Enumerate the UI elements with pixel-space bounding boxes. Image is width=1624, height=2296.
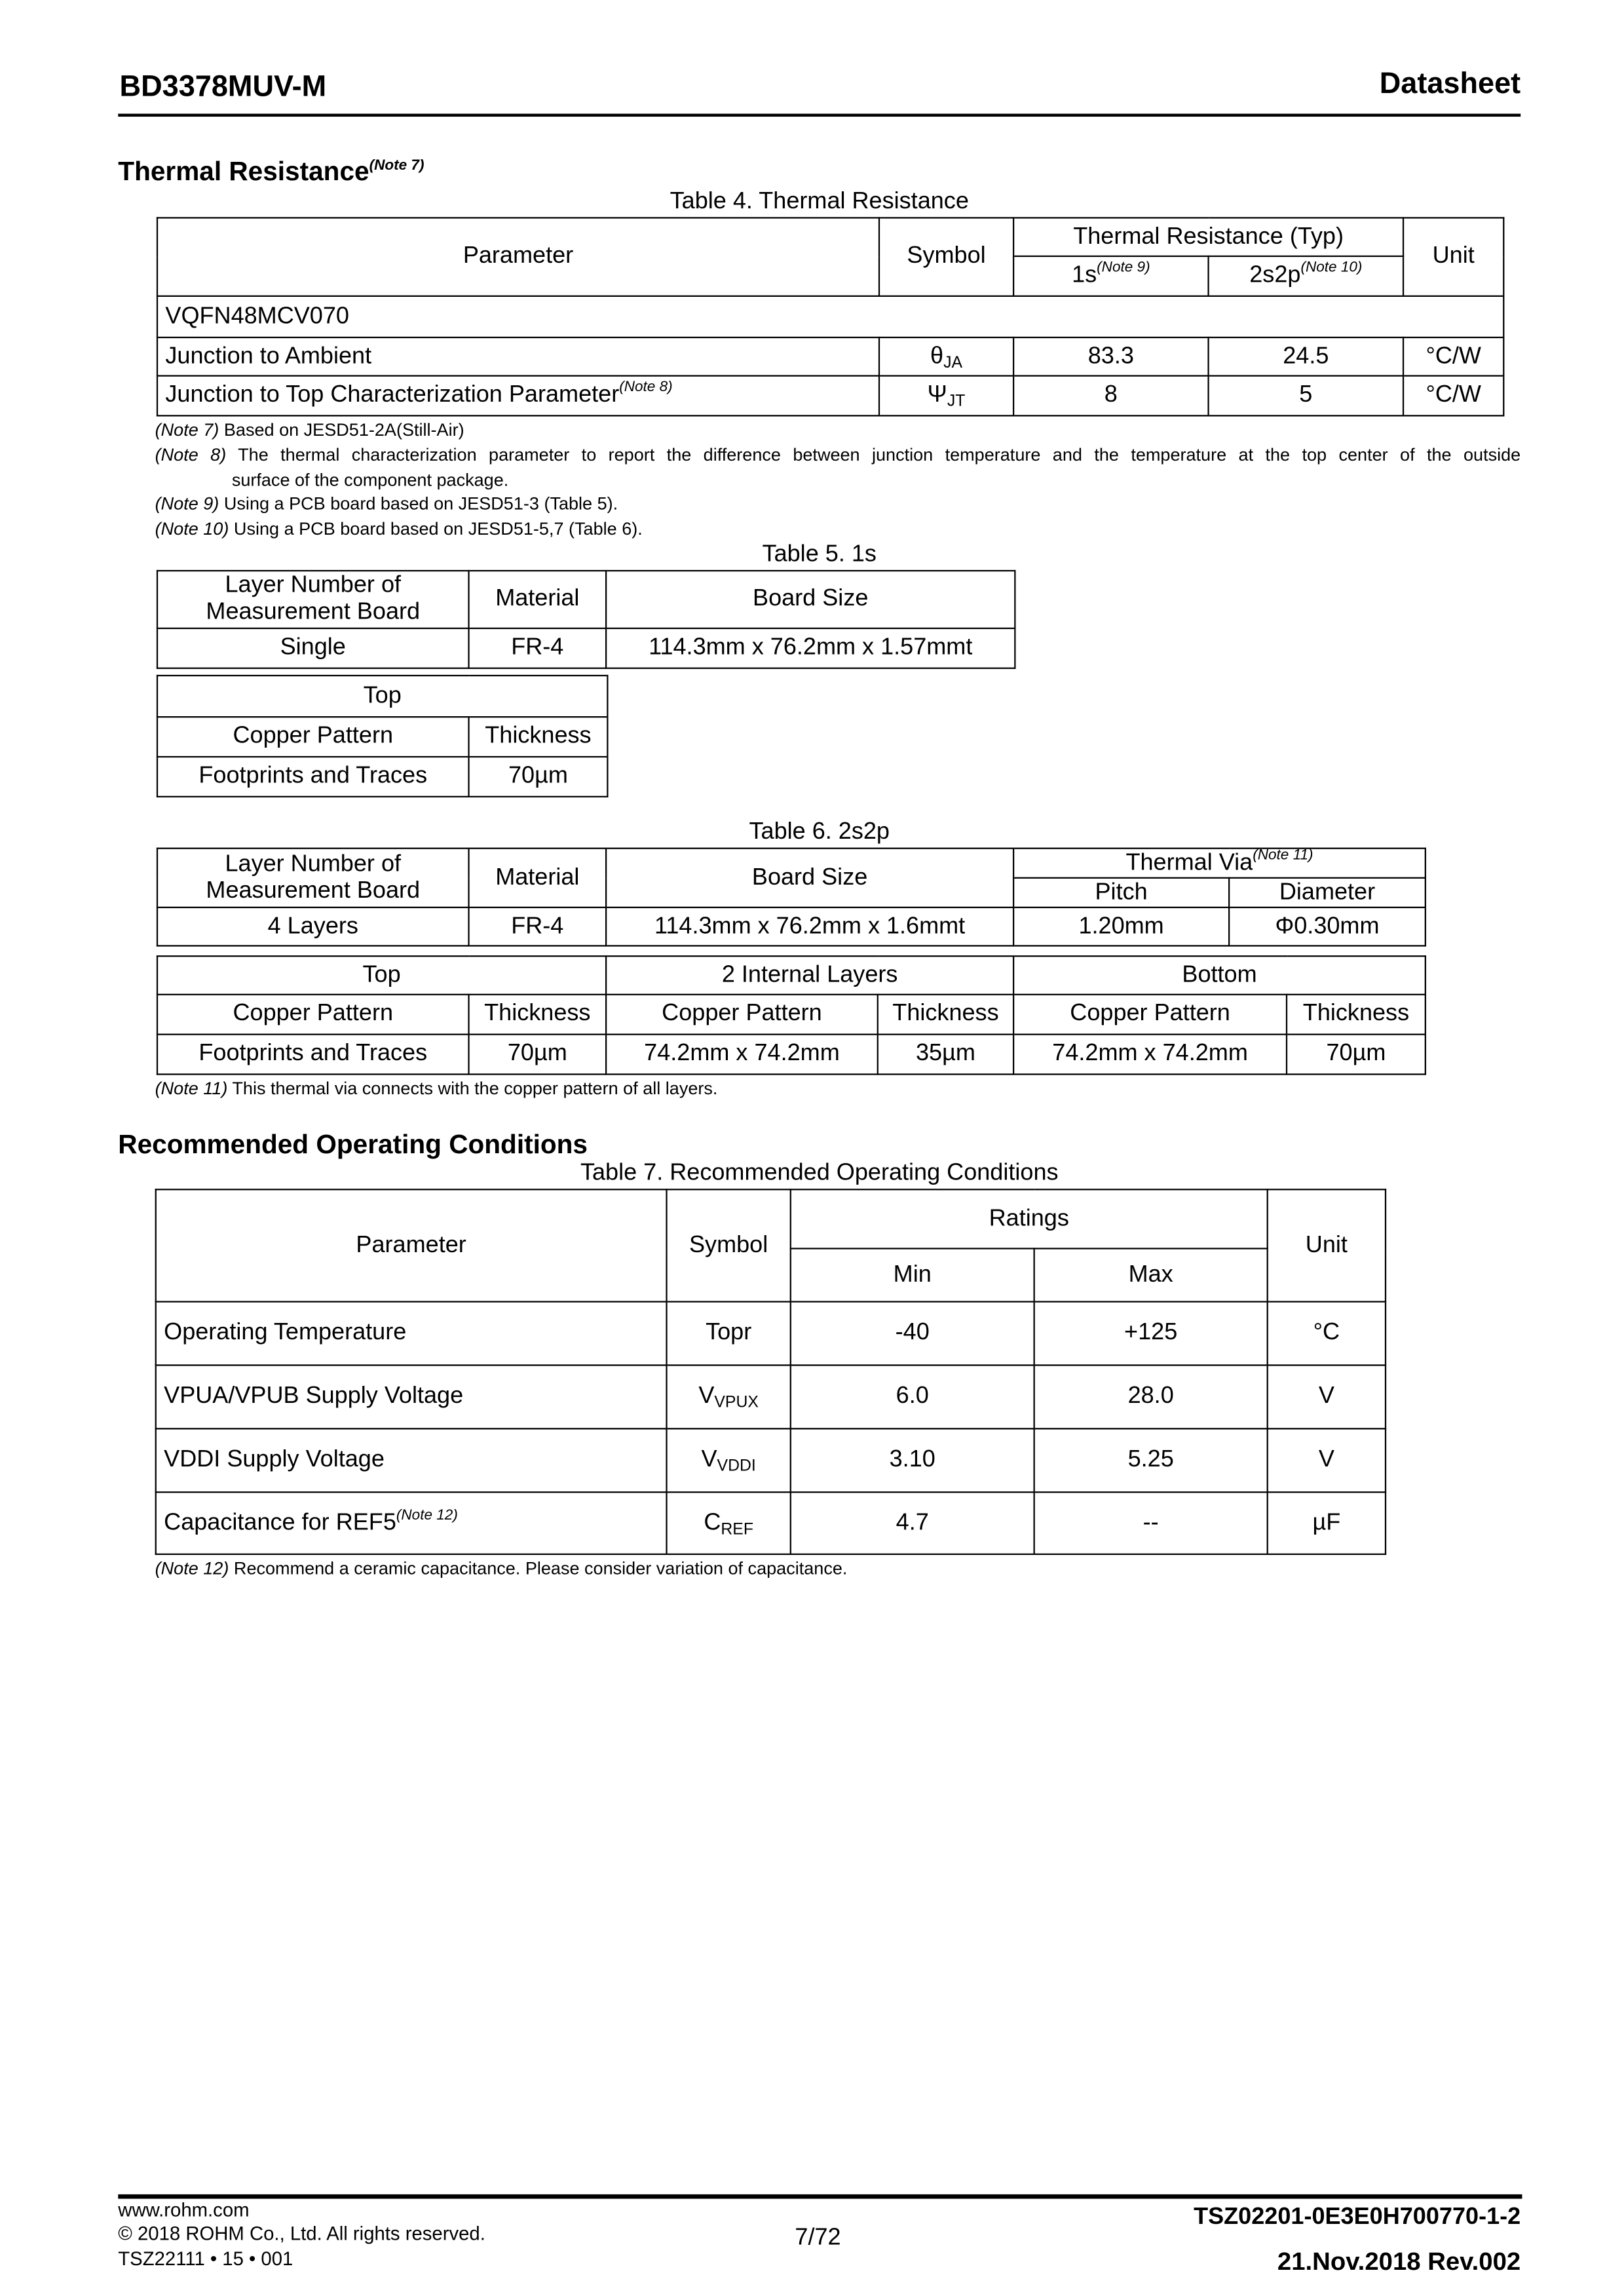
- note-11: (Note 11) This thermal via connects with the copper pattern of all layers.: [155, 1078, 718, 1099]
- note-8: (Note 8) The thermal characterization parameter to report the difference between junction temperature and the temperature at the top center of the outside: [155, 444, 1521, 465]
- note-8-cont: surface of the component package.: [231, 469, 509, 491]
- note-12: (Note 12) Recommend a ceramic capacitance. Please consider variation of capacitance.: [155, 1558, 848, 1579]
- footer-url[interactable]: www.rohm.com: [118, 2198, 250, 2221]
- roc-table: Parameter Symbol Ratings Unit Min Max Operating Temperature Topr -40 +125 °C VPUA/VPUB Supply Voltage $V_{VPUX}$ 6.0 28.0 V VDDI Supply Voltage $V_{VDDI}$ 3.10 5.25 V Capacitance for $REF5^{(Note 12)}$ $C_{REF}$ 4.7 -- µF: [155, 1189, 1387, 1555]
- table-row: Junction to Top Characterization Parameter$^{(Note 8)}$ $\Psi_{JT}$ 8 5 °C/W: [157, 376, 1503, 416]
- header-rule: [118, 114, 1520, 117]
- th-2s2p: $2s2p^{(Note 10)}$: [1209, 256, 1404, 296]
- table5-caption: Table 5. 1s: [762, 542, 877, 567]
- table-row: Capacitance for $REF5^{(Note 12)}$ $C_{REF}$ 4.7 -- µF: [156, 1492, 1386, 1554]
- table5-board: Layer Number of Measurement Board Material Board Size Single FR-4 114.3mm x 76.2mm x 1.57mmt: [157, 570, 1016, 669]
- table6-caption: Table 6. 2s2p: [749, 819, 890, 845]
- th-thermal-resistance: Thermal Resistance (Typ): [1013, 218, 1403, 256]
- th-parameter: Parameter: [157, 218, 879, 296]
- doc-number: TSZ02201-0E3E0H700770-1-2: [1194, 2204, 1521, 2230]
- page-number: 7/72: [795, 2225, 841, 2251]
- th-unit: Unit: [1403, 218, 1503, 296]
- note-9: (Note 9) Using a PCB board based on JESD51-3 (Table 5).: [155, 493, 618, 514]
- table7-caption: Table 7. Recommended Operating Conditions: [580, 1160, 1059, 1186]
- note-7: (Note 7) Based on JESD51-2A(Still-Air): [155, 419, 464, 440]
- th-symbol: Symbol: [879, 218, 1013, 296]
- doc-type: Datasheet: [1379, 67, 1521, 101]
- table-row: VPUA/VPUB Supply Voltage $V_{VPUX}$ 6.0 28.0 V: [156, 1365, 1386, 1428]
- table6-board: Layer Number of Measurement Board Material Board Size Thermal Via$^{(Note 11)}$ Pitch Diameter 4 Layers FR-4 114.3mm x 76.2mm x 1.6mmt 1.20mm Φ0.30mm: [157, 848, 1426, 947]
- note-10: (Note 10) Using a PCB board based on JESD51-5,7 (Table 6).: [155, 518, 643, 539]
- roc-heading: Recommended Operating Conditions: [118, 1130, 588, 1160]
- th-1s: $1s^{(Note 9)}$: [1013, 256, 1208, 296]
- footer-copyright: © 2018 ROHM Co., Ltd. All rights reserved.: [118, 2222, 485, 2245]
- footer-rule: [118, 2194, 1522, 2199]
- table-row: Operating Temperature Topr -40 +125 °C: [156, 1302, 1386, 1366]
- table5-copper: Top Copper Pattern Thickness Footprints and Traces 70µm: [157, 675, 609, 797]
- doc-title: BD3378MUV-M: [119, 71, 327, 104]
- package-row: VQFN48MCV070: [157, 296, 1503, 337]
- thermal-resistance-table: [157, 217, 1505, 416]
- revision-date: 21.Nov.2018 Rev.002: [1277, 2247, 1521, 2276]
- table-row: VDDI Supply Voltage $V_{VDDI}$ 3.10 5.25 V: [156, 1428, 1386, 1492]
- table4-caption: Table 4. Thermal Resistance: [670, 189, 969, 214]
- footer-code: TSZ22111 • 15 • 001: [118, 2247, 293, 2270]
- thermal-heading: Thermal Resistance$^{(Note 7)}$: [118, 156, 425, 186]
- table6-copper: Top 2 Internal Layers Bottom Copper Pattern Thickness Copper Pattern Thickness Copper Pattern Thickness Footprints and Traces 70µm 74.2mm x 74.2mm 35µm 74.2mm x 74.2mm 70µm: [157, 955, 1426, 1075]
- table-row: Junction to Ambient $\theta_{JA}$ 83.3 24.5 °C/W: [157, 337, 1503, 376]
